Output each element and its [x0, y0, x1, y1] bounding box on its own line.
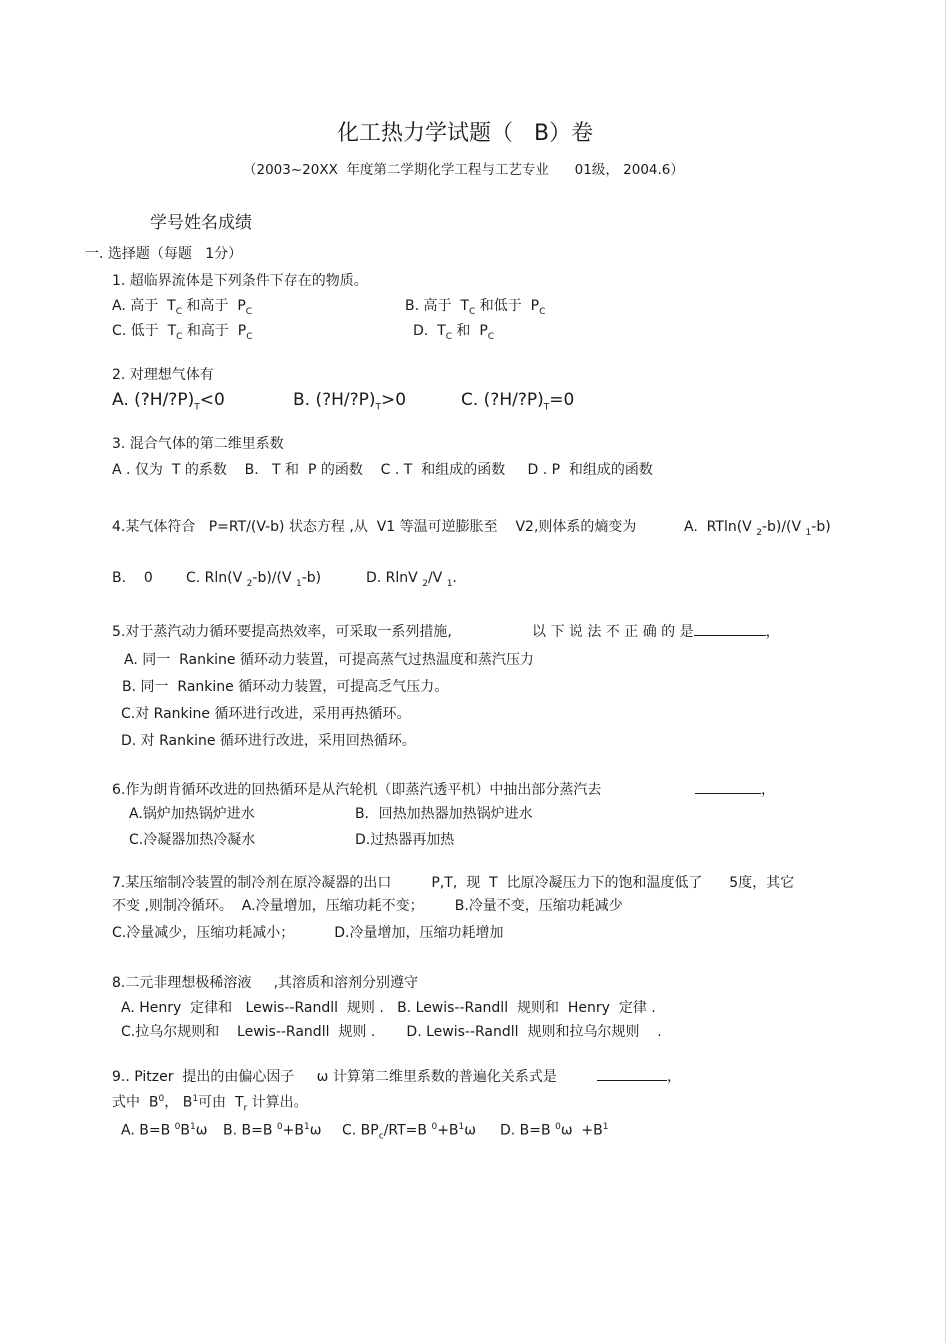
answer-blank — [597, 1080, 667, 1081]
q1-option-c: C. 低于 $T_C$ 和高于 $P_C$ — [112, 323, 253, 342]
q5-option-b: B. 同一 Rankine 循环动力装置，可提高乏气压力。 — [122, 679, 449, 695]
section-heading: 一. 选择题（每题 1分） — [85, 246, 243, 262]
q9-option-d: D. B=B $^0\omega +B^1$ — [500, 1122, 609, 1139]
question-7-line-1: 7.某压缩制冷装置的制冷剂在原冷凝器的出口 P,T, 现 T 比原冷凝压力下的饱和温度低了 5度，其它 — [112, 875, 795, 891]
q4-option-a: A. RTln(V $_2$-b)/(V $_1$-b) — [684, 519, 831, 538]
question-6-answer: ， — [695, 781, 775, 799]
q3-options: A . 仅为 T 的系数 B. T 和 P 的函数 C . T 和组成的函数 D . P 和组成的函数 — [112, 462, 653, 478]
answer-blank — [695, 793, 761, 794]
page-subtitle: （2003~20XX 年度第二学期化学工程与工艺专业 01级， 2004.6） — [243, 162, 684, 178]
q6-option-d: D.过热器再加热 — [355, 832, 455, 848]
question-6-stem: 6.作为朗肯循环改进的回热循环是从汽轮机（即蒸汽透平机）中抽出部分蒸汽去 — [112, 782, 602, 798]
q2-option-a: A. $(?H/?P)_T<0$ — [112, 390, 225, 413]
q6-option-c: C.冷凝器加热冷凝水 — [129, 832, 256, 848]
q4-option-c: C. Rln(V $_2$-b)/(V $_1$-b) — [186, 570, 322, 589]
q2-option-b: B. $(?H/?P)_T>0$ — [293, 390, 407, 413]
question-9-line-2: 式中 $B^0$， $B^1$可由 $T_r$ 计算出。 — [112, 1094, 308, 1114]
question-7-line-2: 不变 ,则制冷循环。 A.冷量增加，压缩功耗不变； B.冷量不变，压缩功耗减少 — [112, 898, 623, 914]
question-2-stem: 2. 对理想气体有 — [112, 367, 214, 383]
student-info: 学号姓名成绩 — [150, 213, 252, 233]
question-3-stem: 3. 混合气体的第二维里系数 — [112, 436, 284, 452]
question-9-answer: ， — [597, 1068, 681, 1086]
q1-option-d: D. $T_C$ 和 $P_C$ — [413, 323, 495, 342]
q5-option-a: A. 同一 Rankine 循环动力装置，可提高蒸气过热温度和蒸汽压力 — [124, 652, 534, 668]
question-1-stem: 1. 超临界流体是下列条件下存在的物质。 — [112, 273, 368, 289]
q9-option-a: A. B=B $^0B^1\omega$ — [121, 1122, 208, 1139]
q1-option-b: B. 高于 $T_C$ 和低于 $P_C$ — [405, 298, 546, 317]
page-title: 化工热力学试题（ B）卷 — [337, 121, 594, 146]
q9-option-b: B. B=B $^0+B^1\omega$ — [223, 1122, 322, 1139]
question-7-line-3: C.冷量减少，压缩功耗减小； D.冷量增加，压缩功耗增加 — [112, 925, 504, 941]
q9-option-c: C. $BP_c/RT=B$ $^0+B^1\omega$ — [342, 1122, 476, 1142]
question-5-stem-cont: 以 下 说 法 不 正 确 的 是 ， — [532, 624, 780, 640]
question-5-stem: 5.对于蒸汽动力循环要提高热效率，可采取一系列措施, — [112, 624, 452, 640]
q5-option-c: C.对 Rankine 循环进行改进，采用再热循环。 — [121, 706, 411, 722]
question-8-stem: 8.二元非理想极稀溶液 ,其溶质和溶剂分别遵守 — [112, 975, 419, 991]
q4-option-b: B. 0 — [112, 570, 153, 586]
question-9-stem: 9.. Pitzer 提出的由偏心因子 ω 计算第二维里系数的普遍化关系式是 — [112, 1069, 557, 1085]
q6-option-a: A.锅炉加热锅炉进水 — [129, 806, 255, 822]
q8-options-line-1: A. Henry 定律和 Lewis--Randll 规则 . B. Lewis--Randll 规则和 Henry 定律 . — [121, 1000, 656, 1016]
question-4-stem: 4.某气体符合 P=RT/(V-b) 状态方程 ,从 V1 等温可逆膨胀至 V2,则体系的熵变为 — [112, 519, 637, 535]
q2-option-c: C. $(?H/?P)_T=0$ — [461, 390, 575, 413]
q6-option-b: B．回热加热器加热锅炉进水 — [355, 806, 533, 822]
answer-blank — [694, 635, 766, 636]
q4-option-d: D. RlnV $_2$/V $_1$. — [366, 570, 457, 589]
q8-options-line-2: C.拉乌尔规则和 Lewis--Randll 规则 . D. Lewis--Randll 规则和拉乌尔规则 . — [121, 1024, 662, 1040]
q1-option-a: A. 高于 $T_C$ 和高于 $P_C$ — [112, 298, 253, 317]
q5-option-d: D. 对 Rankine 循环进行改进，采用回热循环。 — [121, 733, 416, 749]
page-edge — [945, 0, 946, 1343]
